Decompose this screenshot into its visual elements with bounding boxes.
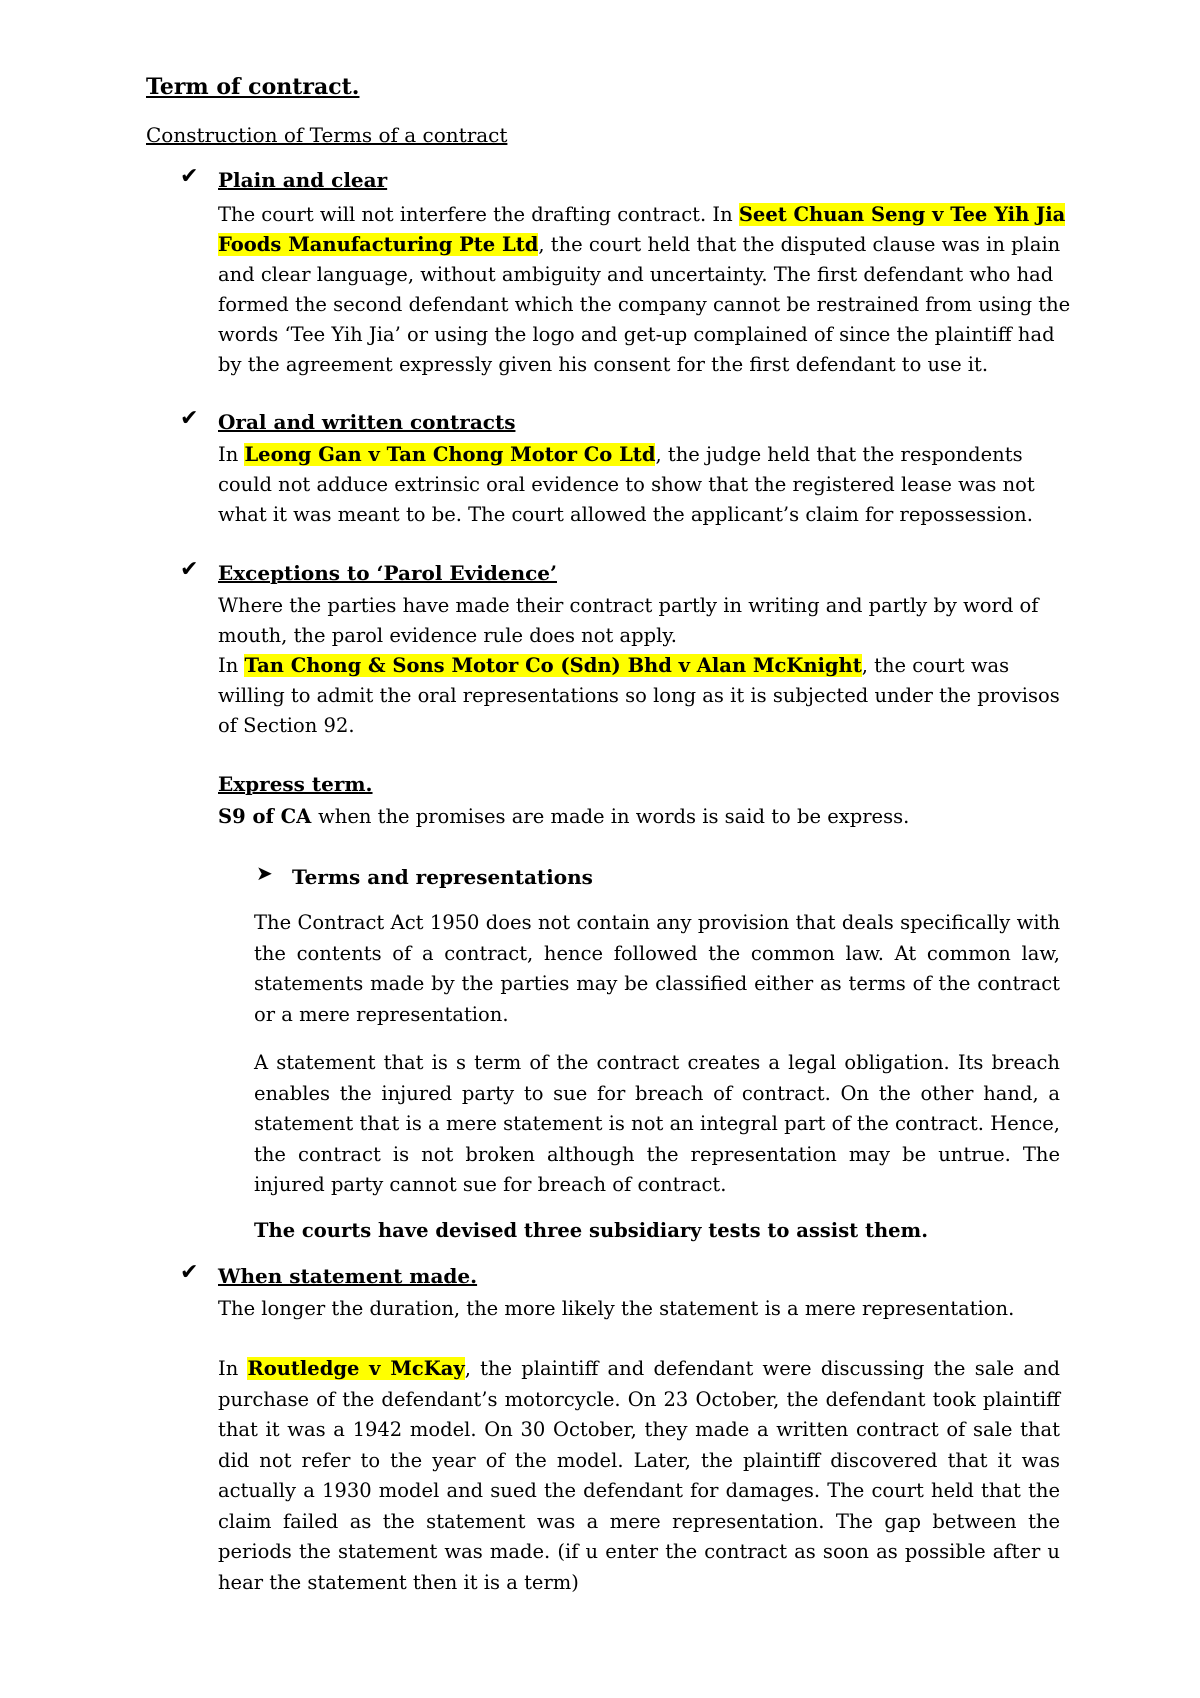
express-heading: Express term.: [218, 772, 373, 796]
parol-line-3: [218, 651, 1009, 682]
oral-line-1: [218, 440, 1023, 471]
routledge-text-2: , the plaintiff and defendant were discussing the sale and purchase of the defendant’s motorcycle. On 23 October, the defendant took plaintiff that it was a 1942 model. On 30 October, they made a written contract of sale that did not refer to the year of the model. Later, the plaintiff discovered that it was actually a 1930 model and sued the defendant for damages. The court held that the claim failed as the statement was a mere representation. The gap between the periods the statement was made. (if u enter the contract as soon as possible after u hear the statement then it is a term): [218, 1357, 1060, 1594]
when-heading: When statement made.: [218, 1264, 478, 1288]
parol-text-1: In: [218, 654, 245, 677]
terms-paragraph-1: The Contract Act 1950 does not contain any provision that deals specifically with the contents of a contract, hence followed the common law. At common law, statements made by the parties may be classified either as terms of the contract or a mere representation.: [254, 911, 1060, 1026]
section-subtitle: Construction of Terms of a contract: [146, 123, 508, 147]
plain-line-4: formed the second defendant which the company cannot be restrained from using the: [218, 293, 1071, 316]
oral-line-3: what it was meant to be. The court allowed the applicant’s claim for repossession.: [218, 503, 1033, 526]
parol-line-4: willing to admit the oral representations so long as it is subjected under the provisos: [218, 684, 1060, 707]
oral-line-2: could not adduce extrinsic oral evidence to show that the registered lease was not: [218, 473, 1035, 496]
checkmark-icon: ✔: [180, 557, 199, 582]
oral-heading: Oral and written contracts: [218, 410, 516, 434]
terms-paragraph-2: A statement that is s term of the contract creates a legal obligation. Its breach enables the injured party to sue for breach of contract. On the other hand, a statement that is a mere statement is not an integral part of the contract. Hence, the contract is not broken although the representation may be untrue. The injured party cannot sue for breach of contract.: [254, 1051, 1060, 1196]
case-name-highlight: Leong Gan v Tan Chong Motor Co Ltd: [244, 443, 656, 466]
case-name-highlight: Tan Chong & Sons Motor Co (Sdn) Bhd v Alan McKnight: [244, 654, 862, 677]
plain-line-6: by the agreement expressly given his consent for the first defendant to use it.: [218, 353, 989, 376]
plain-line-5: words ‘Tee Yih Jia’ or using the logo and get-up complained of since the plaintiff had: [218, 323, 1055, 346]
routledge-text-1: In: [218, 1357, 248, 1380]
terms-heading: Terms and representations: [292, 865, 593, 889]
express-text: when the promises are made in words is said to be express.: [318, 805, 910, 828]
parol-line-2: mouth, the parol evidence rule does not apply.: [218, 624, 677, 647]
plain-text-1: The court will not interfere the drafting contract. In: [218, 203, 739, 226]
arrowhead-right-icon: ➤: [256, 861, 273, 885]
document-title: Term of contract.: [146, 74, 360, 100]
tests-statement: The courts have devised three subsidiary tests to assist them.: [254, 1219, 928, 1242]
plain-heading: Plain and clear: [218, 168, 388, 192]
case-name-highlight: Seet Chuan Seng v Tee Yih Jia: [738, 203, 1066, 226]
checkmark-icon: ✔: [180, 406, 199, 431]
checkmark-icon: ✔: [180, 164, 199, 189]
plain-text-2: , the court held that the disputed clause was in plain: [538, 233, 1061, 256]
parol-text-2: , the court was: [861, 654, 1010, 677]
checkmark-icon: ✔: [180, 1260, 199, 1285]
case-name-highlight: Foods Manufacturing Pte Ltd: [218, 233, 539, 256]
parol-line-1: Where the parties have made their contract partly in writing and partly by word of: [218, 594, 1039, 617]
oral-text-2: , the judge held that the respondents: [655, 443, 1023, 466]
s9-label: S9 of CA: [218, 805, 319, 828]
plain-line-3: and clear language, without ambiguity and uncertainty. The first defendant who had: [218, 263, 1054, 286]
when-line: The longer the duration, the more likely the statement is a mere representation.: [218, 1297, 1015, 1320]
case-name-highlight: Routledge v McKay: [247, 1357, 465, 1380]
oral-text-1: In: [218, 443, 245, 466]
plain-line-1: [218, 200, 1065, 231]
parol-line-5: of Section 92.: [218, 714, 355, 737]
routledge-paragraph: [218, 1354, 1060, 1598]
parol-heading: Exceptions to ‘Parol Evidence’: [218, 561, 557, 585]
express-line: [218, 802, 909, 833]
plain-line-2: [218, 230, 1060, 261]
